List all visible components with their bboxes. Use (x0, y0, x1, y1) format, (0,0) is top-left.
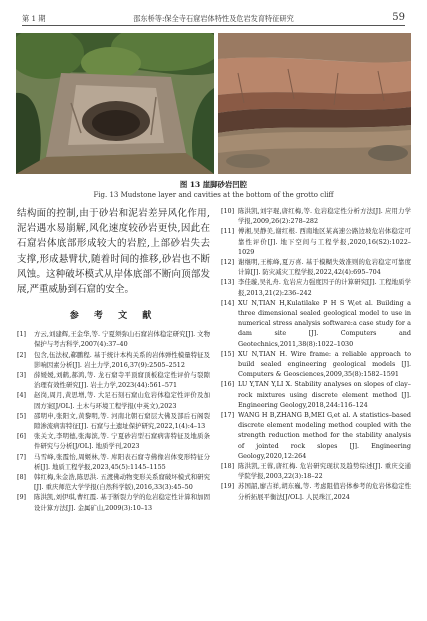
reference-item: [15] XU N,TIAN H. Wire frame: a reliable approach to build sealed engineering geological models [J]. Computers & Geosciences,2009,35(8):1582–1591 (221, 349, 411, 379)
reference-item: [11] 傅湘,吴静美,谢红根. 西南地区某高速公路边坡危岩体稳定可靠性评价[J]. 地下空间与工程学报,2020,16(S2):1022–1029 (221, 227, 411, 256)
reference-item: [19] 苏国韶,廖吉祥,胡东巍,等. 考虑阻值岩体参考的危岩体稳定性分析拓展平衡法[J/OL]. 人民珠江,2024 (221, 482, 411, 501)
references-heading: 参 考 文 献 (69, 311, 158, 322)
references-list-left (17, 329, 210, 513)
reference-item: [10] 陈洪凯,刘宇琨,唐红梅,等. 危岩稳定性分析方法[J]. 应用力学学报,2009,26(2):278–282 (221, 207, 411, 226)
reference-item: [5] 邵明申,张阳文,黄黎明,等. 河南北朝石窟层大佛及部后石阁裂隙渗流病害特征[J]. 石窟与土遗址保护研究,2022,1(4):4–13 (17, 411, 210, 431)
running-title: 邵东桥等:保全寺石窟岩体特性及危岩发育特征研究 (133, 14, 294, 23)
reference-item: [1] 方云,刘建辉,王金华,等. 宁夏须弥山石窟岩体稳定研究[J]. 文物保护与考古科学,2007(4):37–40 (17, 330, 210, 349)
reference-item: [2] 包含,伍法权,郗鹏程. 基于统计本构关系的岩体弹性模量特征及影响因素分析[J]. 岩土力学,2016,37(9):2505–2512 (17, 350, 210, 369)
page-header (22, 12, 405, 26)
reference-item: [12] 谢继明,王栋峰,夏万喜. 基于模糊失效准则的危岩稳定可靠度计算[J]. 防灾减灾工程学报,2022,42(4):695–704 (221, 258, 411, 277)
reference-item: [6] 张关文,李明德,张海滨,等. 宁夏砂岩型石窟病害特征及地质条件研究与分析[J/OL]. 地质学刊,2023 (17, 432, 210, 451)
reference-item: [13] 李佳璇,吴礼舟. 危岩应力强度因子的计算研究[J]. 工程地质学报,2013,21(2):236–242 (221, 278, 411, 297)
reference-item: [7] 马雪峰,张霞怡,周姬林,等. 库阳表石窟寺佛像岩体变形特征分析[J]. 地质工程学报,2023,45(5):1145–1155 (17, 452, 210, 471)
reference-item: [4] 赵岗,周月,黄思增,等. 大足石刻石窟山危岩体稳定性评价及加固方案[J/OL]. 土木与环境工程学报(中英文),2023 (17, 391, 210, 410)
header-rule (22, 25, 405, 26)
body-paragraph: 结构面的控制,由于砂岩和泥岩差异风化作用,泥岩遇水易崩解,风化速度较砂岩更快,因此在石窟岩体底部形成较大的岩腔,上部砂岩失去支撑,形成悬臂状,随着时间的推移,砂岩也不断风蚀。这种破坏模式从岸体底部不断向顶部发展,严重威胁到石窟的安全。 (17, 208, 210, 296)
reference-item: [18] 陈洪凯,王蓉,唐红梅. 危岩研究现状及趋势综述[J]. 重庆交通学院学报,2003,22(3):18–22 (221, 462, 411, 481)
reference-item: [8] 韩红梅,朱金浩,陈思洪. 五渡佛动物变形关系窟破坏模式和研究[J]. 重庆师范大学学报(自然科学版),2016,33(3):45–50 (17, 473, 210, 492)
reference-item: [16] LU Y,TAN Y,LI X. Stability analyses on slopes of clay–rock mixtures using discrete element method [J]. Engineering Geology,2018,244:116–124 (221, 380, 411, 409)
reference-item: [3] 薛媛媛,刘鹤,郝鸿,等. 龙石窟寺平顶窟顶板稳定性评价与裂隙治理有效性研究[J]. 岩土力学,2023(44):561–571 (17, 371, 210, 390)
grotto-photo-left (16, 33, 214, 174)
figure-caption-zh: 图 13 崖脚砂岩凹腔 (179, 180, 248, 189)
references-list-right (221, 206, 411, 502)
issue-number: 第 1 期 (22, 14, 46, 23)
figure-caption-en: Fig. 13 Mudstone layer and cavities at the bottom of the grotto cliff (93, 191, 334, 199)
right-column (221, 206, 411, 502)
grotto-photo-right (218, 33, 411, 174)
reference-item: [14] XU N,TIAN H,Kulatilake P H S W,et al. Building a three dimensional sealed geological model to use in numerical stress analysis software:a case study for a dam site [J]. Computers and Geotechnics,2011,38(8):1022–1030 (221, 298, 411, 348)
reference-item: [17] WANG H B,ZHANG B,MEI G,et al. A statistics–based discrete element modeling method coupled with the strength reduction method for the stability analysis of jointed rock slopes [J]. Engineering Geology,2020,12:264 (221, 411, 411, 460)
left-column (17, 206, 210, 513)
reference-item: [9] 陈洪凯,刘伊琪,曹红霞. 基于断裂力学的危岩稳定性计算和加固设计算方法[J]. 金属矿山,2009(3):10–13 (17, 493, 210, 512)
page-number: 59 (392, 12, 405, 23)
